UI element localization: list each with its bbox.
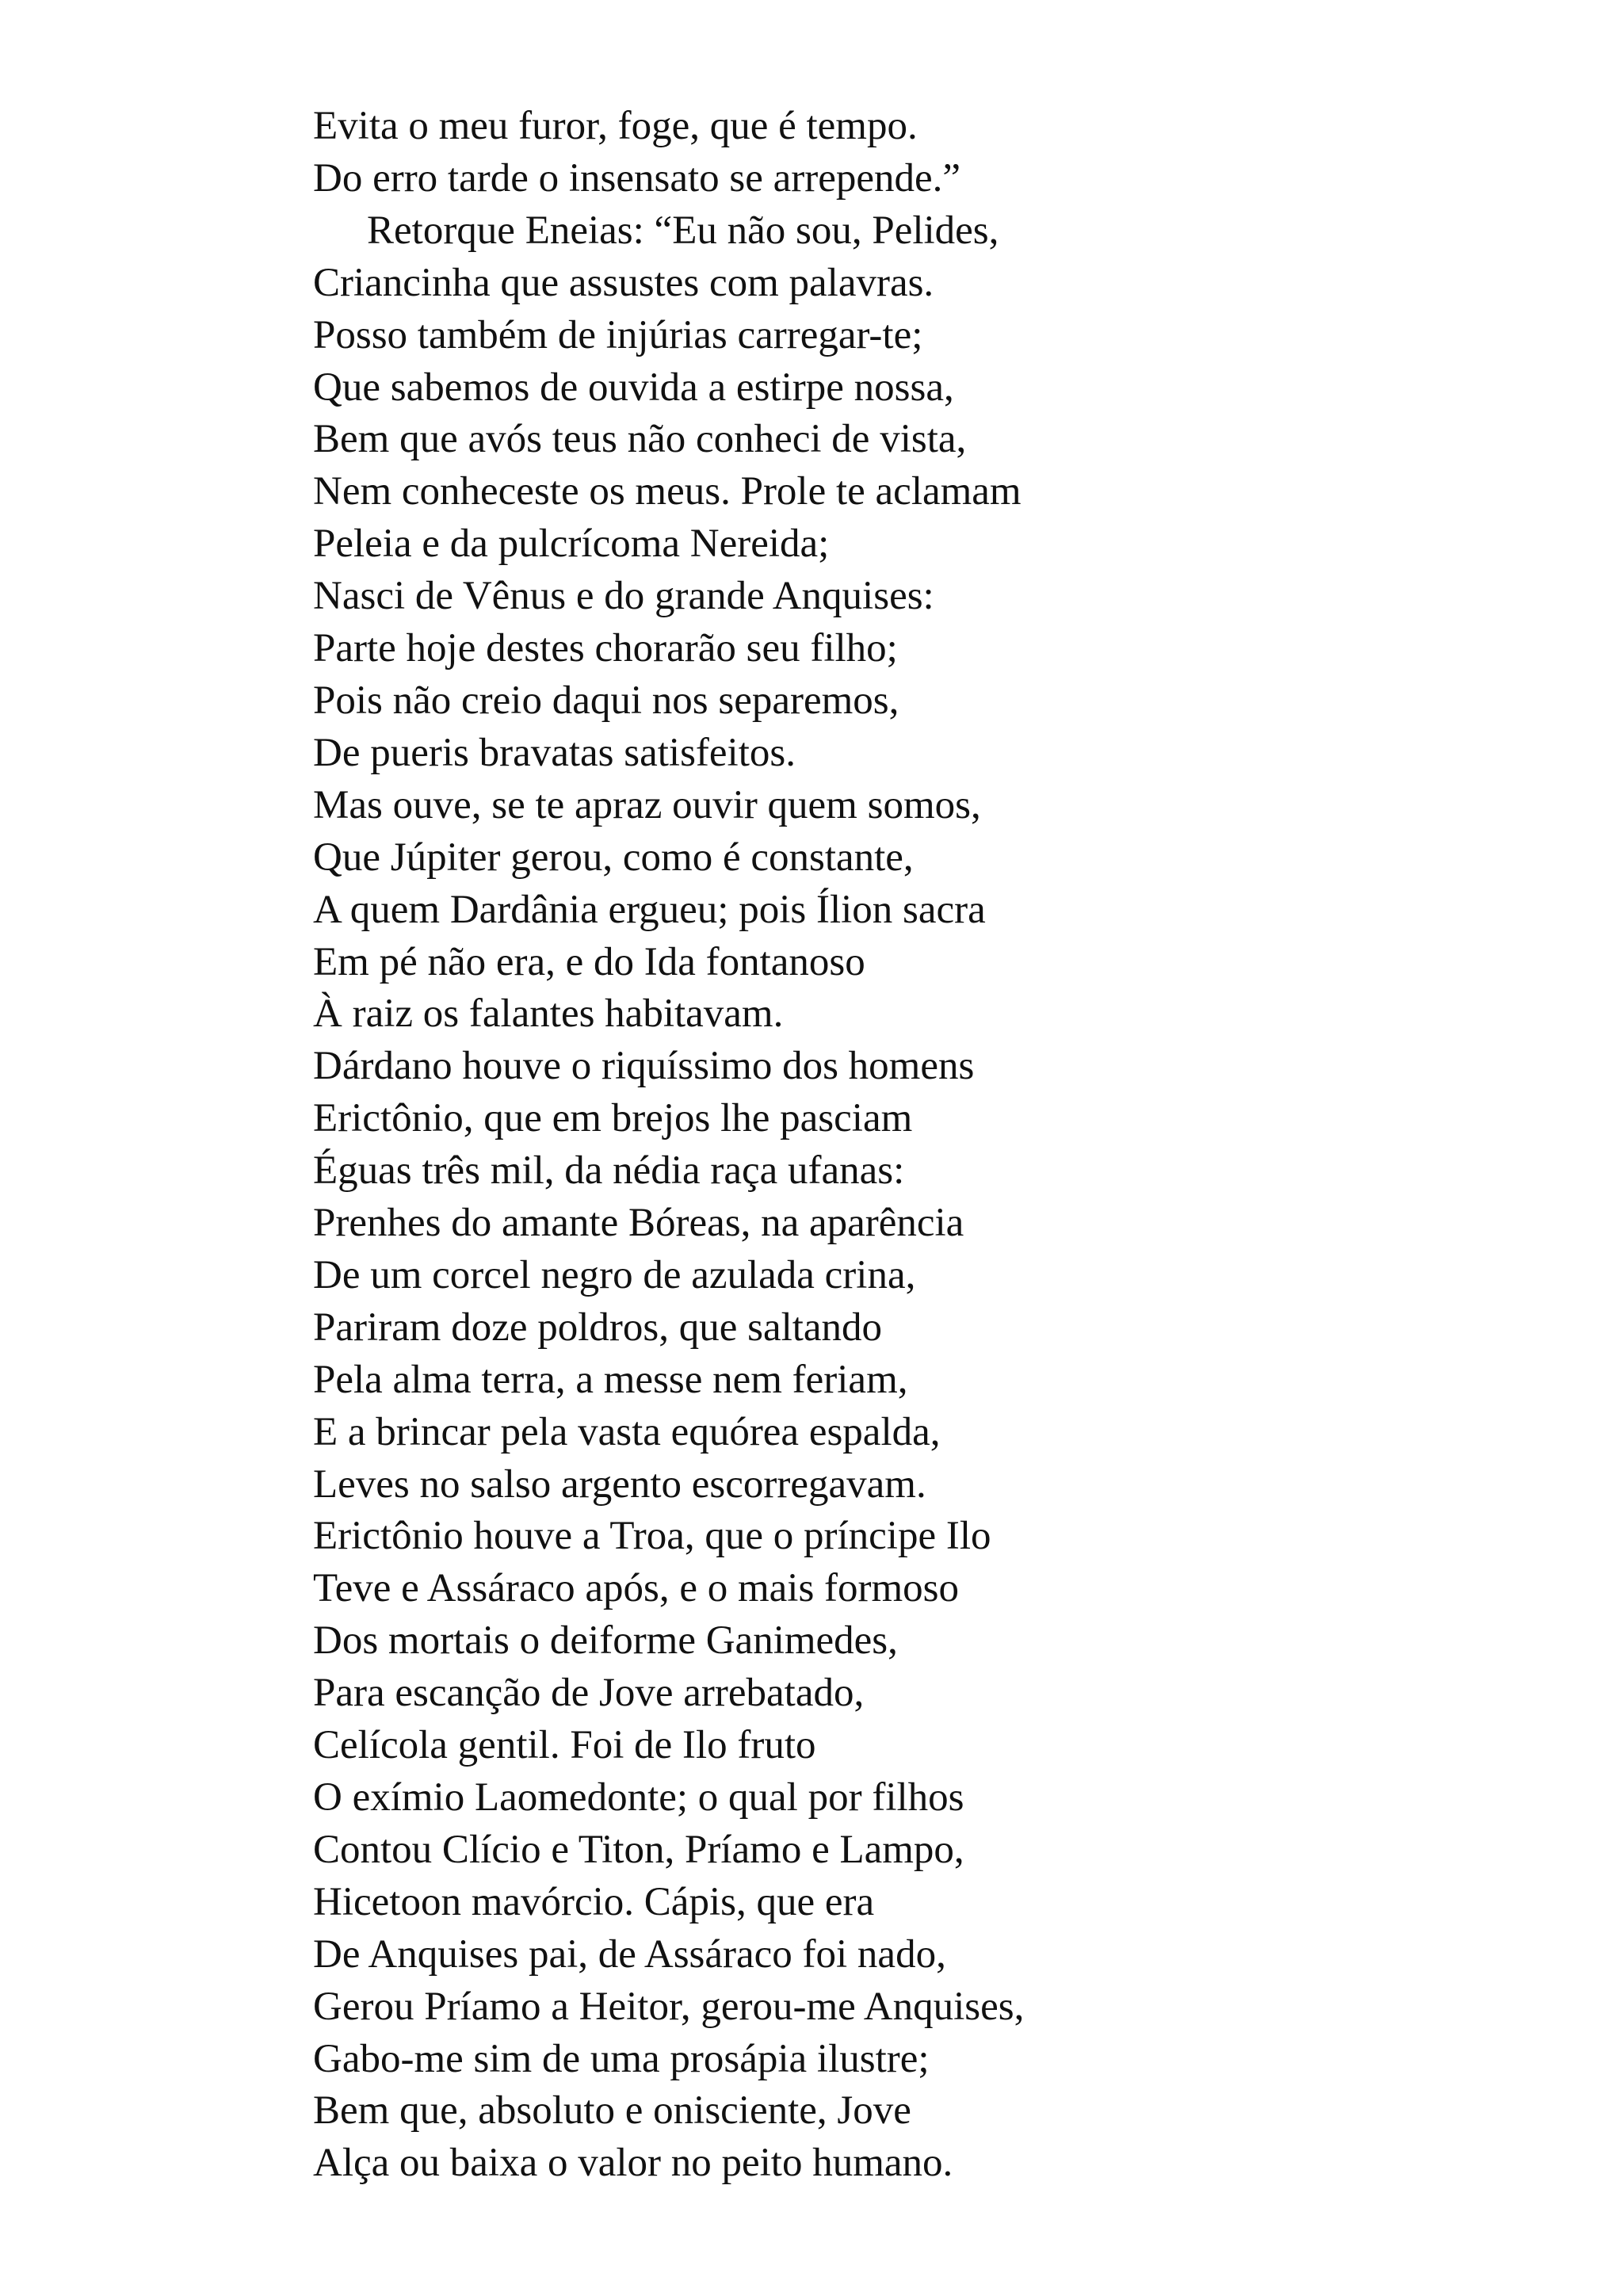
poem-line: Mas ouve, se te apraz ouvir quem somos, xyxy=(313,782,981,827)
poem-line: E a brincar pela vasta equórea espalda, xyxy=(313,1409,941,1454)
poem-line: Retorque Eneias: “Eu não sou, Pelides, xyxy=(367,208,999,253)
poem-line: Erictônio, que em brejos lhe pasciam xyxy=(313,1096,913,1141)
poem-line: Teve e Assáraco após, e o mais formoso xyxy=(313,1566,960,1611)
poem-line: Do erro tarde o insensato se arrepende.” xyxy=(313,155,961,201)
poem-line: Dárdano houve o riquíssimo dos homens xyxy=(313,1044,975,1089)
poem-line: A quem Dardânia ergueu; pois Ílion sacra xyxy=(313,887,986,932)
poem-line: Gabo-me sim de uma prosápia ilustre; xyxy=(313,2036,930,2081)
poem-line: Em pé não era, e do Ida fontanoso xyxy=(313,939,865,984)
poem-line: Parte hoje destes chorarão seu filho; xyxy=(313,626,898,671)
poem-line: Peleia e da pulcrícoma Nereida; xyxy=(313,521,830,567)
poem-line: Criancinha que assustes com palavras. xyxy=(313,260,934,305)
poem-line: De Anquises pai, de Assáraco foi nado, xyxy=(313,1931,946,1977)
poem-line: Nem conheceste os meus. Prole te aclamam xyxy=(313,469,1022,514)
poem-line: Evita o meu furor, foge, que é tempo. xyxy=(313,104,918,148)
poem-line: Éguas três mil, da nédia raça ufanas: xyxy=(313,1148,905,1194)
poem-line: Que sabemos de ouvida a estirpe nossa, xyxy=(313,365,954,410)
poem-line: Alça ou baixa o valor no peito humano. xyxy=(313,2141,953,2186)
poem-line: Gerou Príamo a Heitor, gerou-me Anquises, xyxy=(313,1984,1025,2029)
poem-line: Para escanção de Jove arrebatado, xyxy=(313,1671,865,1716)
poem-line: Leves no salso argento escorregavam. xyxy=(313,1461,926,1507)
poem-line: Celícola gentil. Foi de Ilo fruto xyxy=(313,1723,816,1768)
poem-line: Dos mortais o deiforme Ganimedes, xyxy=(313,1618,898,1664)
poem-line: Pariram doze poldros, que saltando xyxy=(313,1305,883,1350)
poem-line: À raiz os falantes habitavam. xyxy=(313,991,784,1037)
poem-line: Hicetoon mavórcio. Cápis, que era xyxy=(313,1879,875,1924)
poem-line: Prenhes do amante Bóreas, na aparência xyxy=(313,1201,964,1246)
poem-line: Que Júpiter gerou, como é constante, xyxy=(313,835,914,880)
poem-line: De pueris bravatas satisfeitos. xyxy=(313,730,796,775)
poem-line: Pois não creio daqui nos separemos, xyxy=(313,678,899,723)
poem-line: Contou Clício e Titon, Príamo e Lampo, xyxy=(313,1827,964,1872)
poem-line: Bem que avós teus não conheci de vista, xyxy=(313,417,967,462)
poem-line: Bem que, absoluto e onisciente, Jove xyxy=(313,2088,911,2134)
poem-line: Nasci de Vênus e do grande Anquises: xyxy=(313,574,934,619)
poem-line: O exímio Laomedonte; o qual por filhos xyxy=(313,1775,964,1820)
poem-line: De um corcel negro de azulada crina, xyxy=(313,1252,916,1297)
poem-text-block xyxy=(313,101,1502,2190)
poem-line: Posso também de injúrias carregar-te; xyxy=(313,312,923,357)
poem-line: Erictônio houve a Troa, que o príncipe Ilo xyxy=(313,1514,991,1559)
poem-line: Pela alma terra, a messe nem feriam, xyxy=(313,1357,908,1402)
